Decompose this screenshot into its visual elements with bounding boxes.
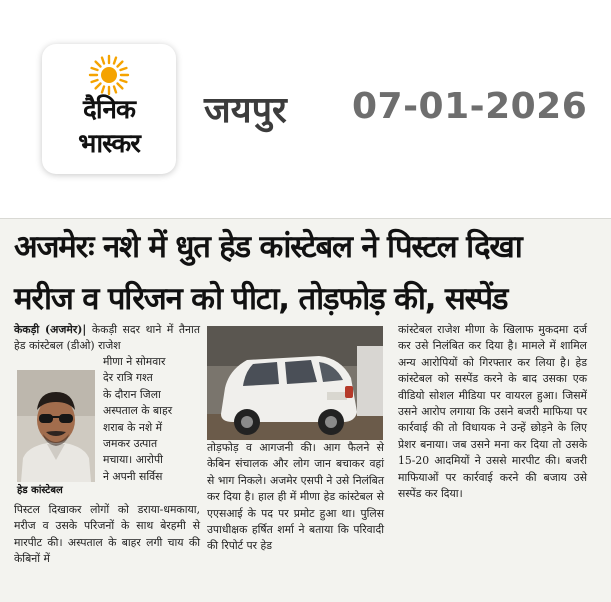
column-1-wrap-line: ने अपनी सर्विस: [103, 469, 163, 483]
headline-line2: मरीज व परिजन को पीटा, तोड़फोड़ की, सस्पेंड: [14, 281, 508, 317]
dainik-bhaskar-logo: [42, 44, 176, 174]
clipping-top-edge: [0, 218, 611, 219]
column-1-wrap-line: अस्पताल के बाहर: [103, 404, 173, 418]
column-1-top-text: केकड़ी सदर थाने में तैनात हेड कांस्टेबल (डीओ) राजेश: [14, 323, 200, 353]
column-1-wrap-line: जमकर उत्पात: [103, 437, 158, 451]
car-photo: [207, 326, 383, 440]
column-2-text: तोड़फोड़ व आगजनी की। आग फैलने से केबिन संचालक और लोग जान बचाकर वहां से भाग निकले। अजमेर एसपी ने उसे निलंबित कर दिया है। हाल ही में मीणा हेड कांस्टेबल से एएसआई के पद पर प्रमोट हुआ था। पुलिस उपाधीक्षक हर्षित शर्मा ने बताया कि परिवादी की रिपोर्ट पर हेड: [207, 441, 384, 553]
constable-portrait-photo: [17, 370, 95, 482]
photo-caption: हेड कांस्टेबल: [17, 485, 63, 496]
column-1-bottom: पिस्टल दिखाकर लोगों को डराया-धमकाया, मरीज व उसके परिजनों के साथ बेरहमी से मारपीट की। अस्पताल के बाहर लगी चाय की केबिनों में: [14, 503, 200, 566]
car-image: [207, 326, 383, 440]
column-1-wrap-line: के दौरान जिला: [103, 387, 161, 401]
logo-text-line1: दैनिक: [83, 95, 135, 125]
edition-date: 07-01-2026: [352, 86, 588, 127]
logo-text-line2: भास्कर: [78, 129, 140, 159]
column-1-wrap-line: मचाया। आरोपी: [103, 453, 163, 467]
portrait-image: [17, 370, 95, 482]
column-3-text: कांस्टेबल राजेश मीणा के खिलाफ मुकदमा दर्ज कर उसे निलंबित कर दिया है। मामले में शामिल अन्य आरोपियों को गिरफ्तार कर लिया है। हेड कांस्टेबल को सस्पेंड करने के बाद उसका एक वीडियो सोशल मीडिया पर वायरल हुआ। जिसमें उसने आरोप लगाया कि उसने बजरी माफिया पर कार्रवाई की तो विधायक ने उन्हें छोड़ने के लिए प्रेशर बनाया। जब उसने मना कर दिया तो उसके 15-20 आदमियों ने उससे मारपीट की। बजरी माफियाओं पर कार्रवाई करने की बजाय उसे सस्पेंड कर दिया।: [398, 323, 587, 501]
column-1-top: [14, 322, 200, 355]
column-1-wrap-line: देर रात्रि गश्त: [103, 371, 153, 385]
column-1-wrap: [103, 354, 200, 485]
column-1-wrap-line: मीणा ने सोमवार: [103, 355, 166, 368]
news-clipping: [0, 218, 611, 602]
dateline: केकड़ी (अजमेर)|: [14, 323, 87, 336]
edition-city: जयपुर: [204, 90, 287, 131]
headline-line1: अजमेरः नशे में धुत हेड कांस्टेबल ने पिस्टल दिखा: [14, 229, 522, 265]
column-1-wrap-line: शराब के नशे में: [103, 420, 163, 434]
